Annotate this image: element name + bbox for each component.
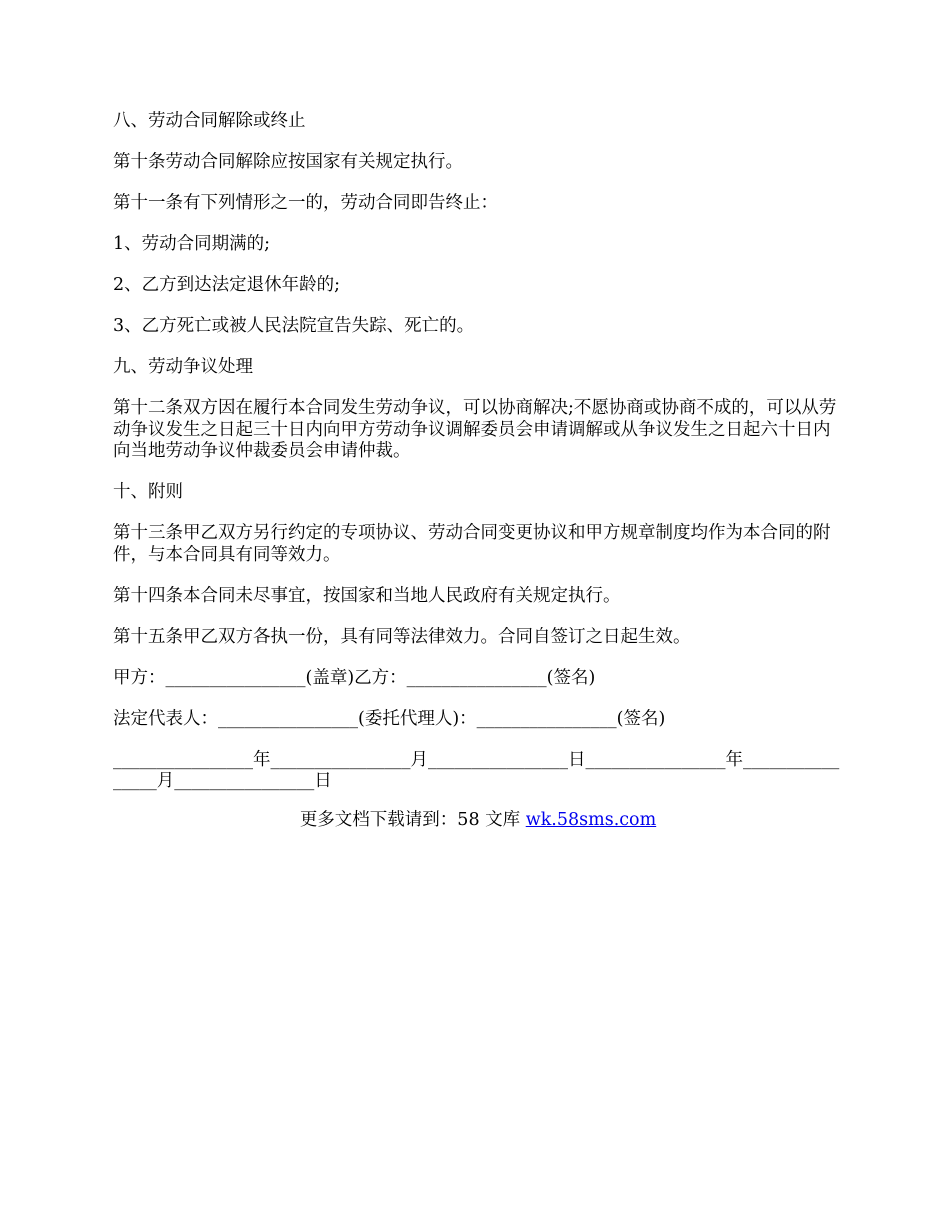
list-item-3: 3、乙方死亡或被人民法院宣告失踪、死亡的。	[113, 316, 475, 336]
signature-representatives: 法定代表人：________________(委托代理人)：________________(签名)	[113, 708, 666, 729]
list-item-2: 2、乙方到达法定退休年龄的;	[113, 275, 341, 295]
signature-parties: 甲方：________________(盖章)乙方：________________(签名)	[113, 667, 596, 688]
article-13: 第十三条甲乙双方另行约定的专项协议、劳动合同变更协议和甲方规章制度均作为本合同的附件，与本合同具有同等效力。	[113, 523, 831, 565]
document-page	[113, 111, 843, 851]
article-10: 第十条劳动合同解除应按国家有关规定执行。	[113, 152, 463, 172]
list-item-1: 1、劳动合同期满的;	[113, 234, 271, 254]
signature-dates: ________________年________________月________________日________________年________________月________________日	[113, 749, 840, 791]
article-15: 第十五条甲乙双方各执一份，具有同等法律效力。合同自签订之日起生效。	[113, 626, 691, 647]
article-12: 第十二条双方因在履行本合同发生劳动争议，可以协商解决;不愿协商或协商不成的，可以从劳动争议发生之日起三十日内向甲方劳动争议调解委员会申请调解或从争议发生之日起六十日内向当地劳动争议仲裁委员会申请仲裁。	[113, 398, 837, 461]
footer-prefix: 更多文档下载请到：58 文库	[299, 810, 526, 830]
article-11: 第十一条有下列情形之一的，劳动合同即告终止：	[113, 193, 498, 213]
footer-link[interactable]: wk.58sms.com	[525, 810, 657, 830]
section-heading-appendix: 十、附则	[113, 482, 183, 502]
article-14: 第十四条本合同未尽事宜，按国家和当地人民政府有关规定执行。	[113, 585, 621, 606]
download-footer	[113, 810, 843, 832]
section-heading-dispute: 九、劳动争议处理	[113, 357, 253, 377]
section-heading-termination: 八、劳动合同解除或终止	[113, 111, 306, 131]
